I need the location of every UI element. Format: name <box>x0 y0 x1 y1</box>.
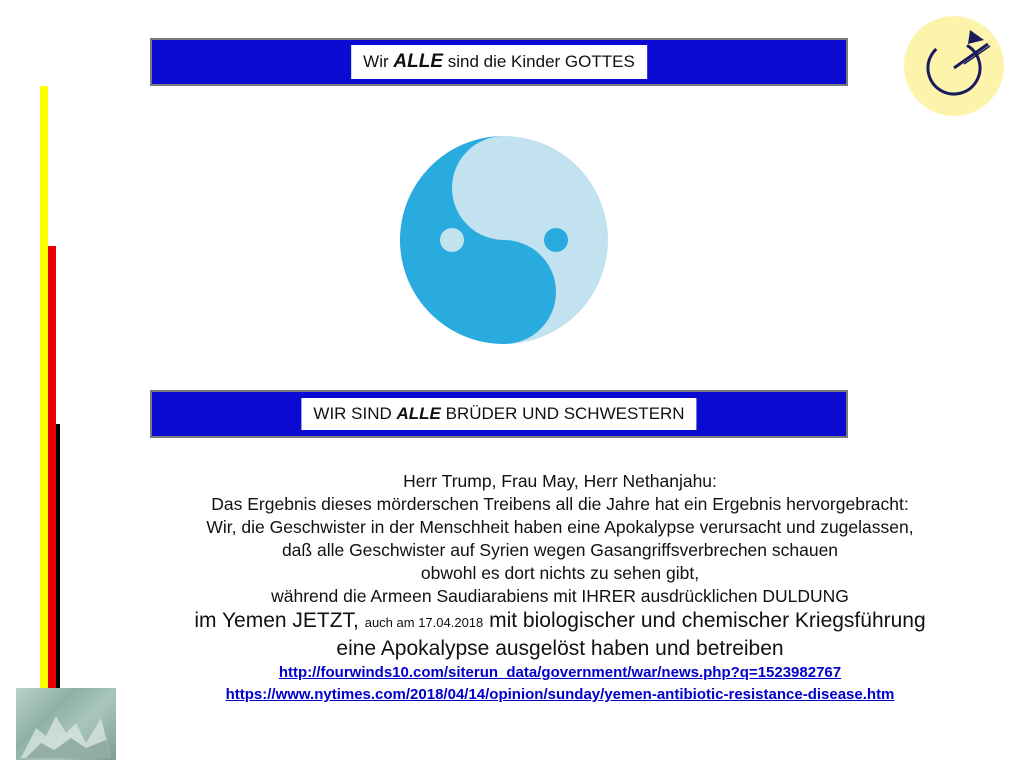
clock-arrow-logo-icon <box>904 16 1004 116</box>
text-line-8: eine Apokalypse ausgelöst haben und betreiben <box>336 637 784 660</box>
text-line-7-post: mit biologischer und chemischer Kriegsführung <box>483 609 926 632</box>
text-line-3: Wir, die Geschwister in der Menschheit haben eine Apokalypse verursacht und zugelassen, <box>206 517 914 537</box>
text-line-2: Das Ergebnis dieses mörderschen Treibens all die Jahre hat ein Ergebnis hervorgebracht: <box>211 494 909 514</box>
banner-top-post: sind die Kinder GOTTES <box>443 52 635 71</box>
text-line-1: Herr Trump, Frau May, Herr Nethanjahu: <box>403 471 717 491</box>
banner-top-em: ALLE <box>393 51 444 72</box>
banner-bottom <box>150 390 848 438</box>
link-fourwinds[interactable]: http://fourwinds10.com/siterun_data/government/war/news.php?q=1523982767 <box>278 664 842 681</box>
link-nytimes[interactable]: https://www.nytimes.com/2018/04/14/opinion/sunday/yemen-antibiotic-resistance-disease.htm <box>225 686 895 703</box>
text-line-7-date: auch am 17.04.2018 <box>364 615 484 630</box>
banner-bottom-post: BRÜDER UND SCHWESTERN <box>440 404 685 423</box>
flag-stripe-yellow <box>40 86 48 692</box>
banner-bottom-pre: WIR SIND <box>313 404 397 423</box>
text-line-7-pre: im Yemen JETZT, <box>194 609 365 632</box>
yin-yang-icon <box>400 136 608 344</box>
banner-top <box>150 38 848 86</box>
text-line-4: daß alle Geschwister auf Syrien wegen Gasangriffsverbrechen schauen <box>281 540 839 560</box>
flag-stripe-red <box>48 246 56 692</box>
text-line-6: während die Armeen Saudiarabiens mit IHRER ausdrücklichen DULDUNG <box>271 586 849 606</box>
body-text <box>60 470 1024 706</box>
banner-bottom-em: ALLE <box>396 404 441 423</box>
banner-top-pre: Wir <box>363 52 394 71</box>
banner-bottom-label <box>301 398 696 430</box>
text-line-7 <box>60 608 1024 636</box>
text-line-5: obwohl es dort nichts zu sehen gibt, <box>420 563 700 583</box>
banner-top-label <box>351 45 647 79</box>
